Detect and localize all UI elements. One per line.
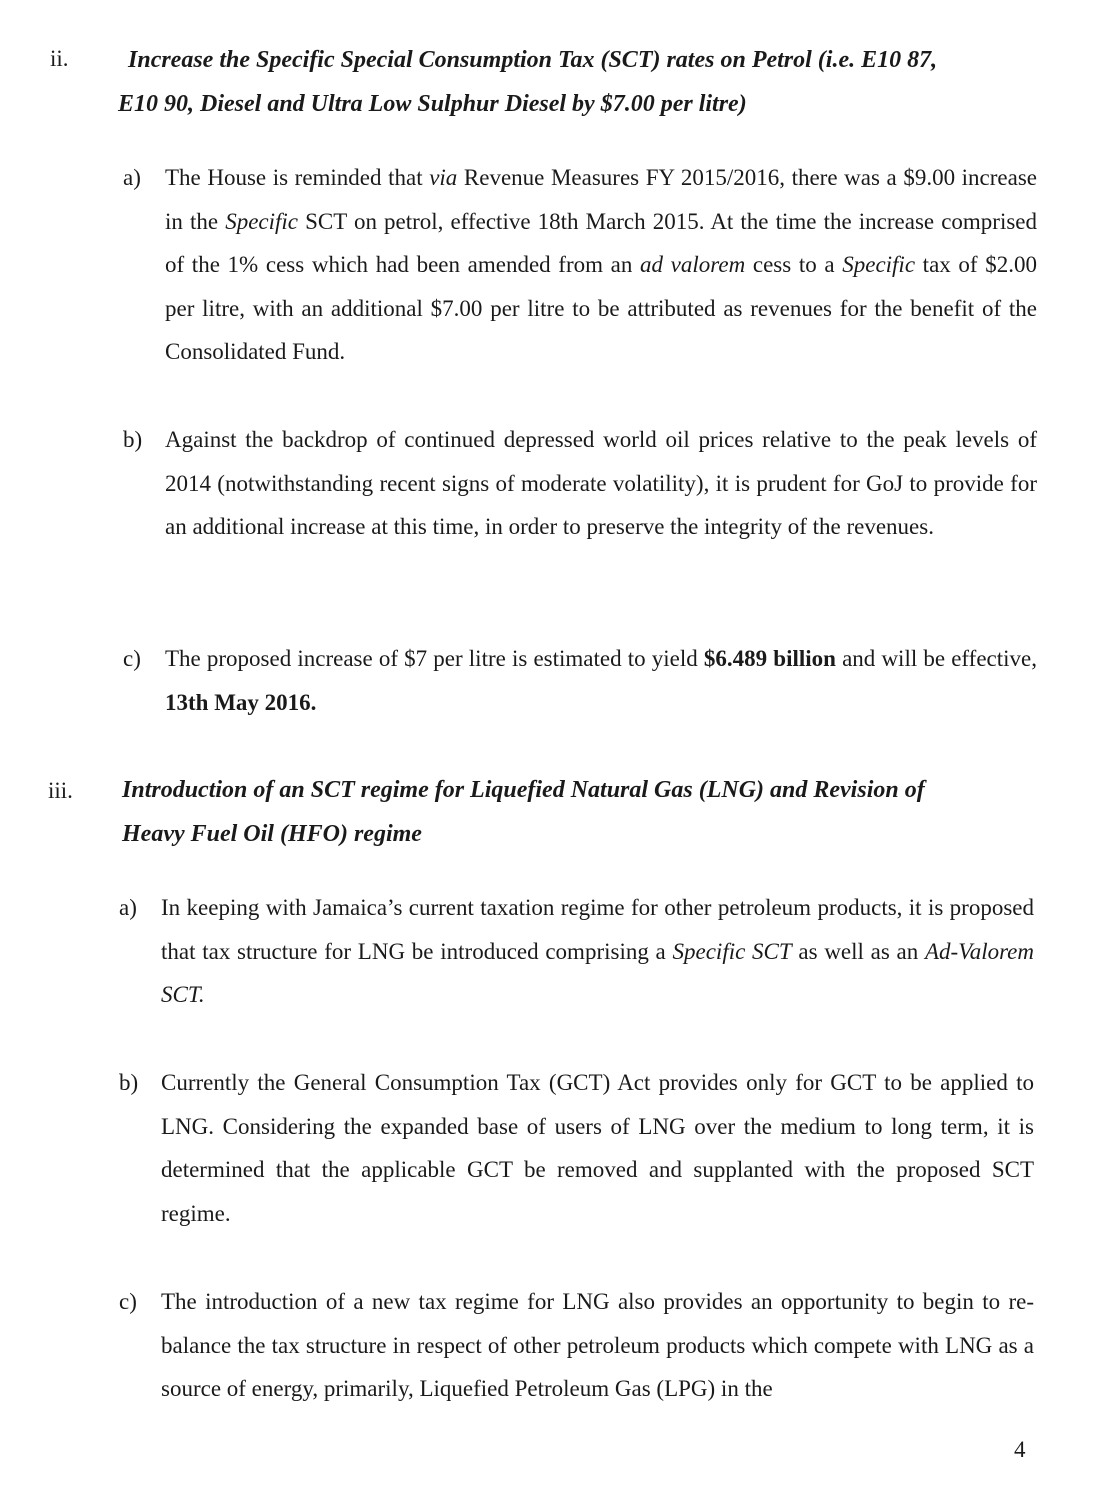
text-run: and will be effective, (835, 646, 1037, 671)
section-heading-line: Introduction of an SCT regime for Liquefied Natural Gas (LNG) and Revision of (122, 777, 925, 803)
list-item-letter: a) (123, 165, 141, 190)
text-run-bold: $6.489 billion (703, 646, 836, 671)
text-run: SCT on petrol, effective 18th March 2015. At the time the increase comprised of the 1% cess which had been amended from an (165, 208, 1037, 277)
list-item-letter: b) (123, 427, 143, 452)
text-run-italic: Specific SCT (672, 938, 792, 964)
text-run: as well as an (791, 938, 925, 964)
text-run-italic: ad valorem (640, 252, 746, 277)
list-item (123, 156, 1037, 374)
page-number: 4 (1014, 1437, 1026, 1462)
section-heading-line: Increase the Specific Special Consumption Tax (SCT) rates on Petrol (i.e. E10 87, (128, 47, 938, 73)
section-numeral: iii. (48, 778, 73, 803)
section-heading (122, 768, 1052, 856)
list-item-text (165, 156, 1037, 374)
list-item-text: The introduction of a new tax regime for LNG also provides an opportunity to begin to re-balance the tax structure in respect of other petroleum products which compete with LNG as a source of energy, primarily, Liquefied Petroleum Gas (LPG) in the (161, 1289, 1034, 1401)
section-heading-line: Heavy Fuel Oil (HFO) regime (122, 821, 422, 847)
list-item-letter: c) (119, 1289, 137, 1314)
text-run: In keeping with Jamaica’s current taxation regime for other petroleum products, it is proposed that tax structure for LNG be introduced comprising a (161, 895, 1034, 964)
text-run-italic: via (429, 165, 458, 190)
list-item-letter: c) (123, 646, 141, 671)
list-item-text: Against the backdrop of continued depressed world oil prices relative to the peak levels of 2014 (notwithstanding recent signs of moderate volatility), it is prudent for GoJ to provide for an additional increase at this time, in order to preserve the integrity of the revenues. (165, 427, 1037, 539)
list-item (119, 1280, 1034, 1411)
text-run: Revenue Measures FY 2015/2016, there was a $9.00 increase in the (165, 165, 1037, 234)
text-run: The proposed increase of $7 per litre is estimated to yield (165, 646, 704, 671)
section-heading (118, 38, 1058, 126)
section-heading-line: E10 90, Diesel and Ultra Low Sulphur Diesel by $7.00 per litre) (118, 91, 747, 117)
list-item (119, 1061, 1034, 1235)
text-run-italic: Specific (842, 252, 916, 277)
text-run-italic: Specific (225, 208, 298, 234)
list-item (123, 418, 1037, 549)
list-item-text: Currently the General Consumption Tax (GCT) Act provides only for GCT to be applied to LNG. Considering the expanded base of users of LNG over the medium to long term, it is determined that the applicable GCT be removed and supplanted with the proposed SCT regime. (161, 1070, 1034, 1226)
list-item (123, 637, 1037, 724)
text-run-bold: 13th May 2016. (165, 689, 317, 715)
text-run-italic: Ad-Valorem SCT. (161, 938, 1034, 1007)
text-run: The House is reminded that (165, 165, 430, 190)
list-item-text (161, 886, 1034, 1017)
list-item (119, 886, 1034, 1017)
text-run: tax of $2.00 per litre, with an additional $7.00 per litre to be attributed as revenues for the benefit of the Consolidated Fund. (165, 252, 1037, 364)
text-run: cess to a (745, 252, 843, 277)
list-item-letter: a) (119, 895, 137, 920)
list-item-letter: b) (119, 1070, 139, 1095)
list-item-text (165, 637, 1037, 724)
section-numeral: ii. (50, 46, 69, 71)
